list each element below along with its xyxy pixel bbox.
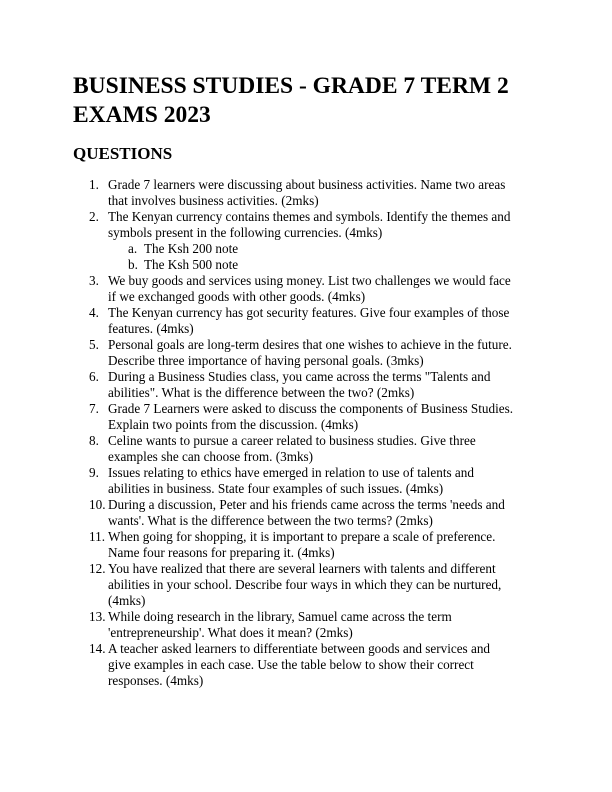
title-line: EXAMS 2023 <box>73 102 211 128</box>
question-number: 11. <box>89 529 105 544</box>
question-text: Issues relating to ethics have emerged in relation to use of talents and <box>108 465 474 480</box>
question-text: responses. (4mks) <box>108 673 204 688</box>
question-text: Celine wants to pursue a career related to business studies. Give three <box>108 433 476 448</box>
question-line <box>0 273 612 289</box>
question-line <box>0 433 612 449</box>
question-number: 13. <box>89 609 106 624</box>
question-line <box>0 289 612 305</box>
sub-question-letter: b. <box>128 257 138 272</box>
question-text: Grade 7 learners were discussing about business activities. Name two areas <box>108 177 506 192</box>
question-text: Describe three importance of having personal goals. (3mks) <box>108 353 424 368</box>
title-line: BUSINESS STUDIES - GRADE 7 TERM 2 <box>73 73 509 99</box>
question-line <box>0 641 612 657</box>
question-text: if we exchanged goods with other goods. (4mks) <box>108 289 366 304</box>
question-item <box>0 529 612 561</box>
sub-question <box>0 257 612 273</box>
question-line <box>0 417 612 433</box>
question-text: abilities in business. State four examples of such issues. (4mks) <box>108 481 444 496</box>
question-text: give examples in each case. Use the table below to show their correct <box>108 657 474 672</box>
question-number: 14. <box>89 641 106 656</box>
question-line <box>0 609 612 625</box>
question-text: 'entrepreneurship'. What does it mean? (2mks) <box>108 625 353 640</box>
sub-question-text: The Ksh 500 note <box>144 257 239 272</box>
question-number: 8. <box>89 433 99 448</box>
question-text: When going for shopping, it is important to prepare a scale of preference. <box>108 529 496 544</box>
question-line <box>0 577 612 593</box>
question-item <box>0 177 612 209</box>
question-item <box>0 209 612 273</box>
questions-list <box>0 177 612 689</box>
question-text: During a Business Studies class, you came across the terms "Talents and <box>108 369 491 384</box>
question-line <box>0 673 612 689</box>
question-line <box>0 369 612 385</box>
question-item <box>0 561 612 609</box>
question-line <box>0 561 612 577</box>
question-line <box>0 593 612 609</box>
question-number: 10. <box>89 497 106 512</box>
question-item <box>0 369 612 401</box>
question-item <box>0 273 612 305</box>
question-line <box>0 385 612 401</box>
question-item <box>0 337 612 369</box>
question-text: Name four reasons for preparing it. (4mks) <box>108 545 335 560</box>
question-text: wants'. What is the difference between the two terms? (2mks) <box>108 513 433 528</box>
question-line <box>0 465 612 481</box>
question-line <box>0 209 612 225</box>
question-line <box>0 513 612 529</box>
question-text: symbols present in the following currencies. (4mks) <box>108 225 383 240</box>
question-text: A teacher asked learners to differentiate between goods and services and <box>108 641 491 656</box>
sub-question-text: The Ksh 200 note <box>144 241 239 256</box>
question-text: that involves business activities. (2mks) <box>108 193 319 208</box>
question-number: 1. <box>89 177 99 192</box>
question-line <box>0 481 612 497</box>
question-text: During a discussion, Peter and his friends came across the terms 'needs and <box>108 497 505 512</box>
question-number: 5. <box>89 337 99 352</box>
question-text: Personal goals are long-term desires that one wishes to achieve in the future. <box>108 337 512 352</box>
question-line <box>0 497 612 513</box>
question-text: While doing research in the library, Samuel came across the term <box>108 609 452 624</box>
question-text: abilities". What is the difference between the two? (2mks) <box>108 385 415 400</box>
question-line <box>0 177 612 193</box>
question-text: features. (4mks) <box>108 321 194 336</box>
question-line <box>0 625 612 641</box>
question-line <box>0 657 612 673</box>
question-item <box>0 609 612 641</box>
question-line <box>0 321 612 337</box>
question-text: Explain two points from the discussion. (4mks) <box>108 417 359 432</box>
question-number: 7. <box>89 401 99 416</box>
question-text: The Kenyan currency contains themes and symbols. Identify the themes and <box>108 209 511 224</box>
question-text: Grade 7 Learners were asked to discuss the components of Business Studies. <box>108 401 514 416</box>
question-line <box>0 353 612 369</box>
question-text: abilities in your school. Describe four ways in which they can be nurtured, <box>108 577 502 592</box>
question-number: 2. <box>89 209 99 224</box>
sub-question-letter: a. <box>128 241 138 256</box>
question-text: The Kenyan currency has got security features. Give four examples of those <box>108 305 510 320</box>
question-line <box>0 449 612 465</box>
question-line <box>0 193 612 209</box>
sub-question <box>0 241 612 257</box>
question-line <box>0 305 612 321</box>
question-text: You have realized that there are several learners with talents and different <box>108 561 496 576</box>
question-item <box>0 401 612 433</box>
section-heading: QUESTIONS <box>73 144 173 163</box>
question-text: (4mks) <box>108 593 146 608</box>
question-text: We buy goods and services using money. List two challenges we would face <box>108 273 511 288</box>
question-item <box>0 465 612 497</box>
question-number: 9. <box>89 465 99 480</box>
question-item <box>0 641 612 689</box>
question-item <box>0 433 612 465</box>
question-number: 6. <box>89 369 99 384</box>
question-line <box>0 337 612 353</box>
question-line <box>0 225 612 241</box>
question-number: 3. <box>89 273 99 288</box>
question-number: 4. <box>89 305 99 320</box>
question-number: 12. <box>89 561 106 576</box>
question-line <box>0 545 612 561</box>
document-title <box>73 72 573 130</box>
question-item <box>0 497 612 529</box>
question-text: examples she can choose from. (3mks) <box>108 449 314 464</box>
question-item <box>0 305 612 337</box>
question-line <box>0 401 612 417</box>
question-line <box>0 529 612 545</box>
